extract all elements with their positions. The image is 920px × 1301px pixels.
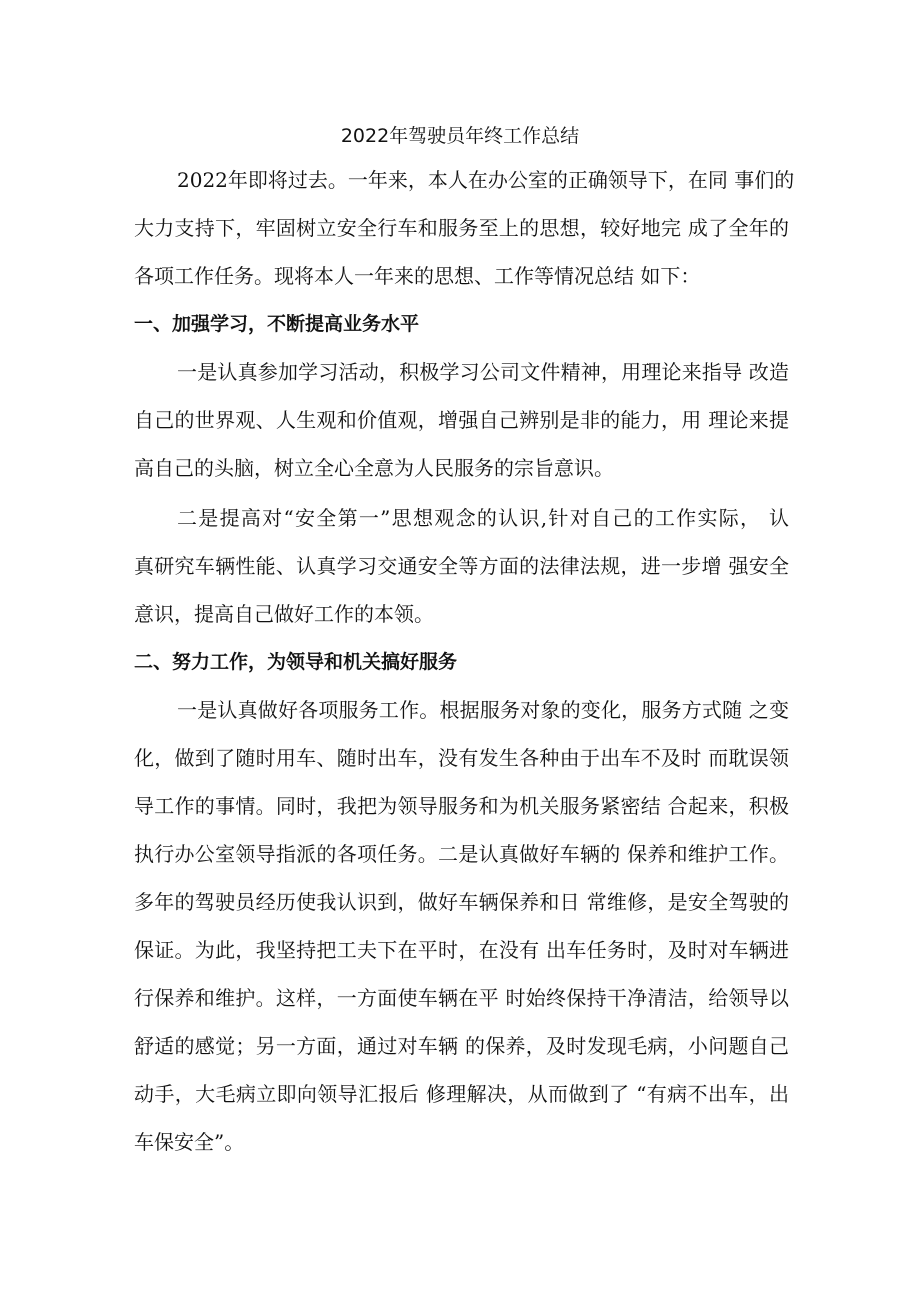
paragraph-line: 导工作的事情。同时，我把为领导服务和为机关服务紧密结 合起来，积极 <box>134 794 789 818</box>
paragraph-line: 意识，提高自己做好工作的本领。 <box>134 602 434 626</box>
paragraph-line: 多年的驾驶员经历使我认识到，做好车辆保养和日 常维修，是安全驾驶的 <box>134 890 789 914</box>
paragraph-line: 化，做到了随时用车、随时出车，没有发生各种由于出车不及时 而耽误领 <box>134 746 789 770</box>
paragraph-line: 执行办公室领导指派的各项任务。二是认真做好车辆的 保养和维护工作。 <box>134 842 789 866</box>
paragraph-line: 保证。为此，我坚持把工夫下在平时，在没有 出车任务时，及时对车辆进 <box>134 938 789 962</box>
paragraph-line: 一是认真参加学习活动，积极学习公司文件精神，用理论来指导 改造 <box>177 360 789 384</box>
paragraph-line: 高自己的头脑，树立全心全意为人民服务的宗旨意识。 <box>134 456 614 480</box>
document-title: 2022年驾驶员年终工作总结 <box>340 125 580 147</box>
paragraph-line: 动手，大毛病立即向领导汇报后 修理解决，从而做到了 “有病不出车，出 <box>134 1082 789 1106</box>
section-heading: 二、努力工作，为领导和机关搞好服务 <box>134 651 458 673</box>
paragraph-line: 真研究车辆性能、认真学习交通安全等方面的法律法规，进一步增 强安全 <box>134 554 789 578</box>
paragraph-line: 自己的世界观、人生观和价值观，增强自己辨别是非的能力，用 理论来提 <box>134 408 789 432</box>
paragraph-line: 舒适的感觉；另一方面，通过对车辆 的保养，及时发现毛病，小问题自己 <box>134 1034 789 1058</box>
paragraph-line: 大力支持下，牢固树立安全行车和服务至上的思想，较好地完 成了全年的 <box>134 216 789 240</box>
paragraph-line: 车保安全”。 <box>134 1130 245 1154</box>
paragraph-line: 2022年即将过去。一年来，本人在办公室的正确领导下，在同 事们的 <box>177 168 795 192</box>
paragraph-line: 二是提高对“安全第一”思想观念的认识,针对自己的工作实际， 认 <box>177 506 789 530</box>
paragraph-line: 行保养和维护。这样，一方面使车辆在平 时始终保持干净清洁，给领导以 <box>134 986 789 1010</box>
paragraph-line: 各项工作任务。现将本人一年来的思想、工作等情况总结 如下： <box>134 264 701 288</box>
paragraph-line: 一是认真做好各项服务工作。根据服务对象的变化，服务方式随 之变 <box>177 698 789 722</box>
section-heading: 一、加强学习，不断提高业务水平 <box>134 313 420 335</box>
